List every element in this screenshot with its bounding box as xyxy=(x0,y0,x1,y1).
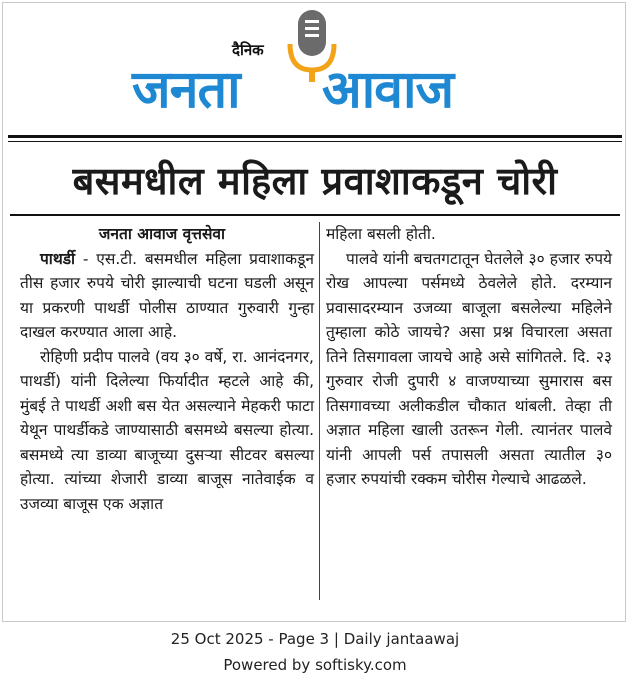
article-headline: बसमधील महिला प्रवाशाकडून चोरी xyxy=(72,159,558,203)
article-byline: जनता आवाज वृत्तसेवा xyxy=(98,225,226,243)
article-paragraph-2: रोहिणी प्रदीप पालवे (वय ३० वर्षे, रा. आनंदनगर, पाथर्डी) यांनी दिलेल्या फिर्यादीत म्हटले आहे की, मुंबई ते पाथर्डी अशी बस येत असल्याने मेहकरी फाटा येथून पाथर्डीकडे जाण्यासाठी बसमध्ये बसल्या होत्या. बसमध्ये त्या डाव्या बाजूच्या दुसऱ्या सीटवर बसल्या होत्या. त्यांच्या शेजारी डाव्या बाजूस नातेवाईक व उजव्या बाजूस एक अज्ञात xyxy=(20,347,314,513)
footer-edition: 25 Oct 2025 - Page 3 | Daily jantaawaj xyxy=(170,630,460,648)
article-column-right xyxy=(326,222,612,492)
article-lead-text: - एस.टी. बसमधील महिला प्रवाशाकडून तीस हजार रुपये चोरी झाल्याची घटना घडली असून या प्रकरणी पाथर्डी पोलीस ठाण्यात गुरुवारी गुन्हा दाखल करण्यात आला आहे. xyxy=(20,249,314,341)
column-divider xyxy=(319,222,320,600)
article-dateline: पाथर्डी xyxy=(40,249,76,268)
masthead-word-1: जनता xyxy=(132,60,240,120)
masthead-word-2: आवाज xyxy=(322,60,454,120)
article-paragraph-3: पालवे यांनी बचतगटातून घेतलेले ३० हजार रुपये रोख आपल्या पर्समध्ये ठेवलेले होते. दरम्यान प्रवासादरम्यान उजव्या बाजूला बसलेल्या महिलेने तुम्हाला कोठे जायचे? असा प्रश्न विचारला असता तिने तिसगावला जायचे आहे असे सांगितले. दि. २३ गुरुवार रोजी दुपारी ४ वाजण्याच्या सुमारास बस तिसगावच्या अलीकडील चौकात थांबली. तेव्हा ती अज्ञात महिला खाली उतरून गेली. त्यानंतर पालवे यांनी आपली पर्स तपासली असता त्यातील ३० हजार रुपयांची रक्कम चोरीस गेल्याचे आढळले. xyxy=(326,249,612,488)
article-paragraph-2-continued: महिला बसली होती. xyxy=(326,225,436,243)
masthead-rule-thin xyxy=(8,141,622,142)
article-column-left xyxy=(20,222,314,516)
article-lead-paragraph xyxy=(20,247,314,345)
masthead-prefix: दैनिक xyxy=(232,41,264,59)
footer-powered-by[interactable]: Powered by softisky.com xyxy=(223,656,407,674)
masthead-rule xyxy=(8,135,622,138)
headline-rule xyxy=(10,214,620,216)
masthead xyxy=(0,0,630,132)
